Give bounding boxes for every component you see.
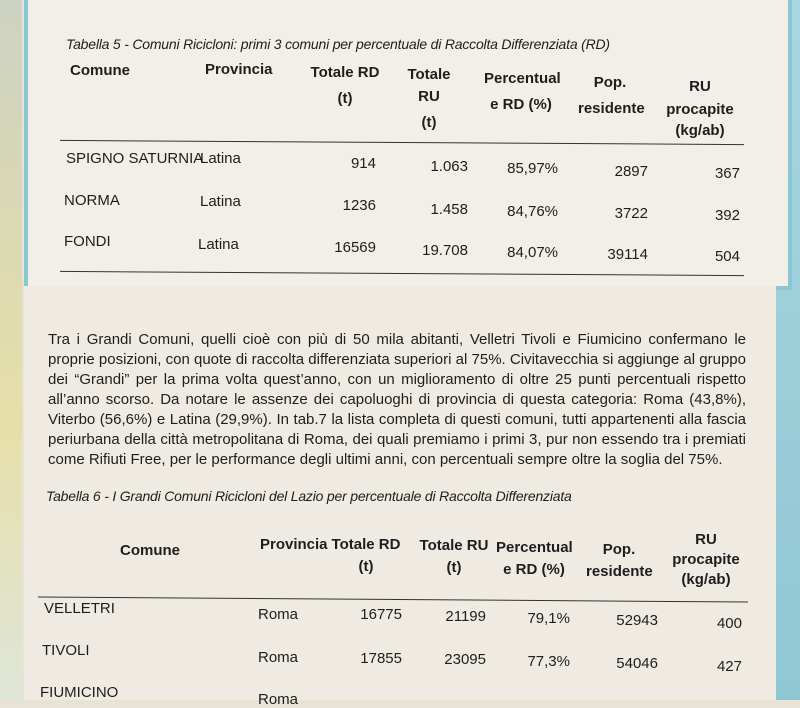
table6-cell-pop: 52943 <box>616 612 658 629</box>
table6-cell-totale-rd: 16775 <box>360 606 402 623</box>
table5-cell-pop: 39114 <box>607 246 648 263</box>
table5-cell-provincia: Latina <box>200 150 241 167</box>
table6-header-pop: Pop. residente <box>586 541 653 580</box>
table6-cell-provincia: Roma <box>258 606 299 623</box>
table5-cell-ru-procapite: 392 <box>714 207 740 224</box>
table6-cell-comune: FIUMICINO <box>40 684 119 701</box>
table6-cell-comune: VELLETRI <box>44 600 115 617</box>
table5-cell-provincia: Latina <box>200 193 241 210</box>
table5-cell-percentuale: 85,97% <box>507 160 558 177</box>
table6-header-totale-rd: Totale RD (t) <box>331 536 401 575</box>
table6-header-comune: Comune <box>120 542 180 559</box>
table5-cell-comune: NORMA <box>64 192 120 209</box>
table5-cell-comune: SPIGNO SATURNIA <box>66 150 204 167</box>
table5-cell-comune: FONDI <box>64 233 111 250</box>
table5-header-ru-procapite: RU procapite (kg/ab) <box>666 78 734 139</box>
table6-header-ru-procapite: RU procapite (kg/ab) <box>672 531 740 588</box>
table6-cell-provincia: Roma <box>258 691 299 708</box>
table6-cell-percentuale: 77,3% <box>527 653 570 670</box>
table6-header-totale-ru: Totale RU (t) <box>419 537 489 576</box>
table6-cell-provincia: Roma <box>258 649 299 666</box>
table5-cell-totale-rd: 16569 <box>334 239 376 256</box>
table6-caption: Tabella 6 - I Grandi Comuni Ricicloni del Lazio per percentuale di Raccolta Differenziata <box>46 488 572 504</box>
table5-cell-ru-procapite: 504 <box>714 248 740 265</box>
table5-cell-pop: 3722 <box>614 205 648 222</box>
table6-cell-ru-procapite: 400 <box>716 615 742 632</box>
body-paragraph: Tra i Grandi Comuni, quelli cioè con più di 50 mila abitanti, Velletri Tivoli e Fiumicino confermano le proprie posizioni, con quote di raccolta differenziata superiori al 75%. Civitavecchia si aggiunge al gruppo dei “Grandi” per la prima volta quest’anno, con un miglioramento di oltre 25 punti percentuali rispetto all’anno scorso. Da notare le assenze dei capoluoghi di provincia di questa categoria: Roma (43,8%), Viterbo (56,6%) e Latina (29,9%). In tab.7 la lista completa di questi comuni, tutti appartenenti alla fascia periurbana della città metropolitana di Roma, dei quali premiamo i primi 3, pur non essendo tra i premiati come Rifiuti Free, per le performance degli ultimi anni, con percentuali sempre oltre la soglia del 75%. <box>48 331 746 468</box>
table6-header-provincia: Provincia <box>260 536 328 553</box>
table6-cell-totale-ru: 21199 <box>445 608 486 625</box>
page-edge-left <box>0 0 22 700</box>
table6-cell-percentuale: 79,1% <box>527 610 570 627</box>
table6-cell-ru-procapite: 427 <box>716 658 742 675</box>
table6-cell-comune: TIVOLI <box>42 642 90 659</box>
table5-cell-percentuale: 84,76% <box>507 203 558 220</box>
table6-cell-totale-ru: 23095 <box>444 651 486 668</box>
table5-caption: Tabella 5 - Comuni Ricicloni: primi 3 comuni per percentuale di Raccolta Differenziata (RD) <box>66 36 610 52</box>
table5-cell-totale-ru: 19.708 <box>422 242 468 259</box>
table5-header-totale-rd: Totale RD (t) <box>310 64 380 107</box>
table5-cell-ru-procapite: 367 <box>714 165 740 182</box>
table5-cell-totale-rd: 914 <box>350 155 376 172</box>
table6-header-percentuale: Percentual e RD (%) <box>496 539 573 578</box>
table6-cell-totale-rd: 17855 <box>360 650 402 667</box>
table5-cell-percentuale: 84,07% <box>507 244 558 261</box>
table5-header-percentuale: Percentual e RD (%) <box>484 70 561 113</box>
table5-header-comune: Comune <box>70 62 130 79</box>
table5-cell-provincia: Latina <box>198 236 239 253</box>
table5-cell-pop: 2897 <box>614 163 648 180</box>
table5-cell-totale-ru: 1.458 <box>430 201 468 218</box>
table5-header-totale-ru: Totale RU (t) <box>407 66 451 131</box>
table6-cell-pop: 54046 <box>616 655 658 672</box>
table5-cell-totale-ru: 1.063 <box>430 158 468 175</box>
table5-header-provincia: Provincia <box>205 61 273 78</box>
table5-header-pop: Pop. residente <box>578 74 645 117</box>
table5-cell-totale-rd: 1236 <box>342 197 376 214</box>
